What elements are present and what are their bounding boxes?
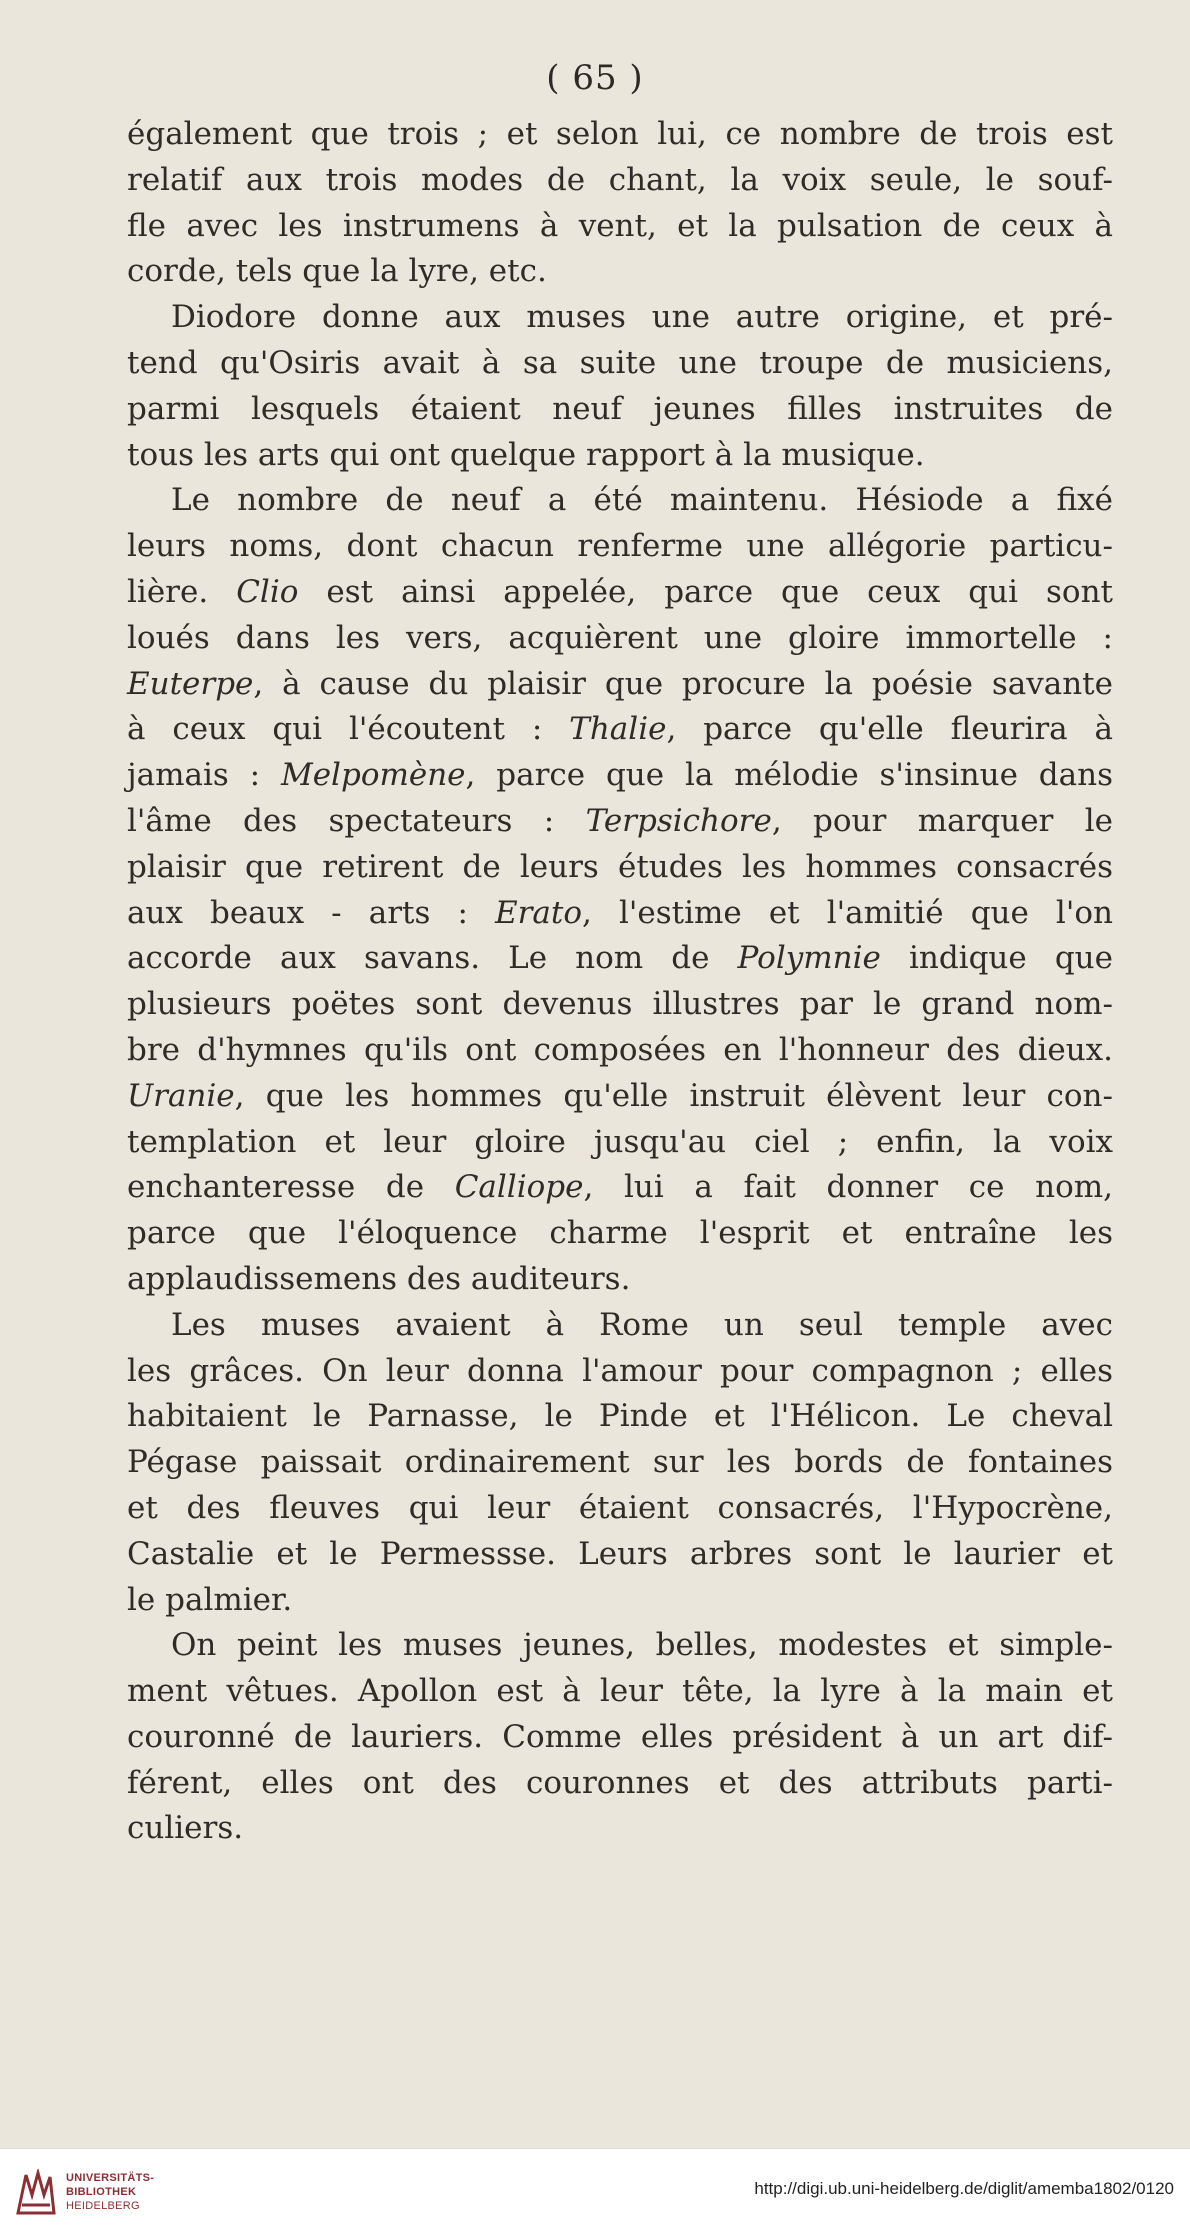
- body-text: [127, 112, 1113, 1852]
- text-line: [127, 753, 1113, 799]
- library-name-line2: BIBLIOTHEK: [66, 2186, 137, 2198]
- text-run: culiers.: [127, 1810, 244, 1847]
- text-run: accorde aux savans. Le nom de: [127, 940, 738, 977]
- text-line: [127, 1578, 1113, 1624]
- text-run: ment vêtues. Apollon est à leur tête, la lyre à la main et: [127, 1673, 1113, 1710]
- text-run: est ainsi appelée, parce que ceux qui sont: [298, 573, 1113, 610]
- text-run: , parce qu'elle fleurira à: [666, 711, 1114, 748]
- text-line: [127, 1394, 1113, 1440]
- text-run: à ceux qui l'écoutent :: [127, 711, 570, 748]
- text-run: applaudissemens des auditeurs.: [127, 1260, 631, 1297]
- muse-name: Calliope: [454, 1169, 584, 1206]
- text-line: [127, 1349, 1113, 1395]
- text-run: Pégase paissait ordinairement sur les bords de fontaines: [127, 1444, 1113, 1481]
- text-line: [127, 295, 1113, 341]
- muse-name: Terpsichore: [585, 802, 772, 839]
- text-run: enchanteresse de: [127, 1169, 455, 1206]
- library-name: [66, 2171, 154, 2213]
- text-run: couronné de lauriers. Comme elles président à un art dif-: [127, 1718, 1113, 1755]
- text-run: parce que l'éloquence charme l'esprit et entraîne les: [127, 1215, 1113, 1252]
- text-run: On peint les muses jeunes, belles, modestes et simple-: [171, 1627, 1113, 1664]
- text-line: [127, 799, 1113, 845]
- text-line: [127, 1486, 1113, 1532]
- text-run: templation et leur gloire jusqu'au ciel ; enfin, la voix: [127, 1123, 1113, 1160]
- text-run: Le nombre de neuf a été maintenu. Hésiode a fixé: [171, 482, 1113, 519]
- muse-name: Polymnie: [737, 940, 881, 977]
- text-run: parmi lesquels étaient neuf jeunes filles instruites de: [127, 390, 1113, 427]
- text-line: [127, 1761, 1113, 1807]
- text-line: [127, 1120, 1113, 1166]
- text-line: [127, 1257, 1113, 1303]
- text-run: férent, elles ont des couronnes et des attributs parti-: [127, 1764, 1113, 1801]
- text-line: [127, 1028, 1113, 1074]
- library-name-line1: UNIVERSITÄTS-: [66, 2172, 155, 2184]
- text-line: [127, 570, 1113, 616]
- text-line: [127, 616, 1113, 662]
- text-run: relatif aux trois modes de chant, la voix seule, le souf-: [127, 161, 1113, 198]
- text-line: [127, 1303, 1113, 1349]
- text-run: jamais :: [127, 757, 281, 794]
- text-run: l'âme des spectateurs :: [127, 802, 586, 839]
- text-run: , à cause du plaisir que procure la poésie savante: [253, 665, 1113, 702]
- text-run: et des fleuves qui leur étaient consacrés, l'Hypocrène,: [127, 1489, 1113, 1526]
- text-run: , lui a fait donner ce nom,: [583, 1169, 1113, 1206]
- text-run: plusieurs poëtes sont devenus illustres par le grand nom-: [127, 986, 1113, 1023]
- text-line: [127, 478, 1113, 524]
- text-run: , l'estime et l'amitié que l'on: [582, 894, 1113, 931]
- text-run: , que les hommes qu'elle instruit élèvent leur con-: [234, 1077, 1113, 1114]
- text-line: [127, 1623, 1113, 1669]
- text-line: [127, 204, 1113, 250]
- text-run: aux beaux - arts :: [127, 894, 495, 931]
- muse-name: Erato: [494, 894, 583, 931]
- text-run: Castalie et le Permessse. Leurs arbres sont le laurier et: [127, 1535, 1113, 1572]
- text-line: [127, 1165, 1113, 1211]
- text-run: corde, tels que la lyre, etc.: [127, 253, 547, 290]
- text-line: [127, 158, 1113, 204]
- muse-name: Melpomène: [280, 757, 466, 794]
- text-run: fle avec les instrumens à vent, et la pulsation de ceux à: [127, 207, 1113, 244]
- text-line: [127, 845, 1113, 891]
- text-run: , parce que la mélodie s'insinue dans: [465, 757, 1113, 794]
- text-line: [127, 1211, 1113, 1257]
- text-line: [127, 112, 1113, 158]
- text-line: [127, 1669, 1113, 1715]
- text-line: [127, 707, 1113, 753]
- text-line: [127, 249, 1113, 295]
- text-run: bre d'hymnes qu'ils ont composées en l'honneur des dieux.: [127, 1031, 1113, 1068]
- text-line: [127, 1440, 1113, 1486]
- text-run: loués dans les vers, acquièrent une gloire immortelle :: [127, 619, 1113, 656]
- text-run: les grâces. On leur donna l'amour pour compagnon ; elles: [127, 1352, 1113, 1389]
- muse-name: Euterpe: [127, 665, 254, 702]
- text-run: plaisir que retirent de leurs études les hommes consacrés: [127, 848, 1113, 885]
- text-run: leurs noms, dont chacun renferme une allégorie particu-: [127, 528, 1113, 565]
- text-run: le palmier.: [127, 1581, 293, 1618]
- text-run: lière.: [127, 573, 237, 610]
- text-run: Diodore donne aux muses une autre origine, et pré-: [171, 299, 1113, 336]
- text-line: [127, 433, 1113, 479]
- text-line: [127, 1074, 1113, 1120]
- text-run: indique que: [880, 940, 1113, 977]
- page-number: ( 65 ): [546, 58, 644, 98]
- text-line: [127, 982, 1113, 1028]
- text-line: [127, 387, 1113, 433]
- library-name-line3: HEIDELBERG: [66, 2200, 140, 2212]
- text-line: [127, 891, 1113, 937]
- text-run: tous les arts qui ont quelque rapport à la musique.: [127, 436, 925, 473]
- university-logo-icon: [14, 2169, 58, 2217]
- text-run: Les muses avaient à Rome un seul temple avec: [171, 1306, 1113, 1343]
- text-run: tend qu'Osiris avait à sa suite une troupe de musiciens,: [127, 344, 1113, 381]
- text-line: [127, 662, 1113, 708]
- text-run: , pour marquer le: [771, 802, 1114, 839]
- text-line: [127, 1806, 1113, 1852]
- text-line: [127, 341, 1113, 387]
- text-run: également que trois ; et selon lui, ce nombre de trois est: [127, 116, 1113, 152]
- footer-bar: [0, 2148, 1190, 2233]
- muse-name: Clio: [236, 573, 299, 610]
- muse-name: Uranie: [127, 1077, 235, 1114]
- text-line: [127, 1715, 1113, 1761]
- text-line: [127, 524, 1113, 570]
- text-line: [127, 1532, 1113, 1578]
- permalink-url[interactable]: http://digi.ub.uni-heidelberg.de/diglit/amemba1802/0120: [754, 2179, 1174, 2198]
- muse-name: Thalie: [569, 711, 667, 748]
- text-line: [127, 936, 1113, 982]
- text-run: habitaient le Parnasse, le Pinde et l'Hélicon. Le cheval: [127, 1398, 1113, 1435]
